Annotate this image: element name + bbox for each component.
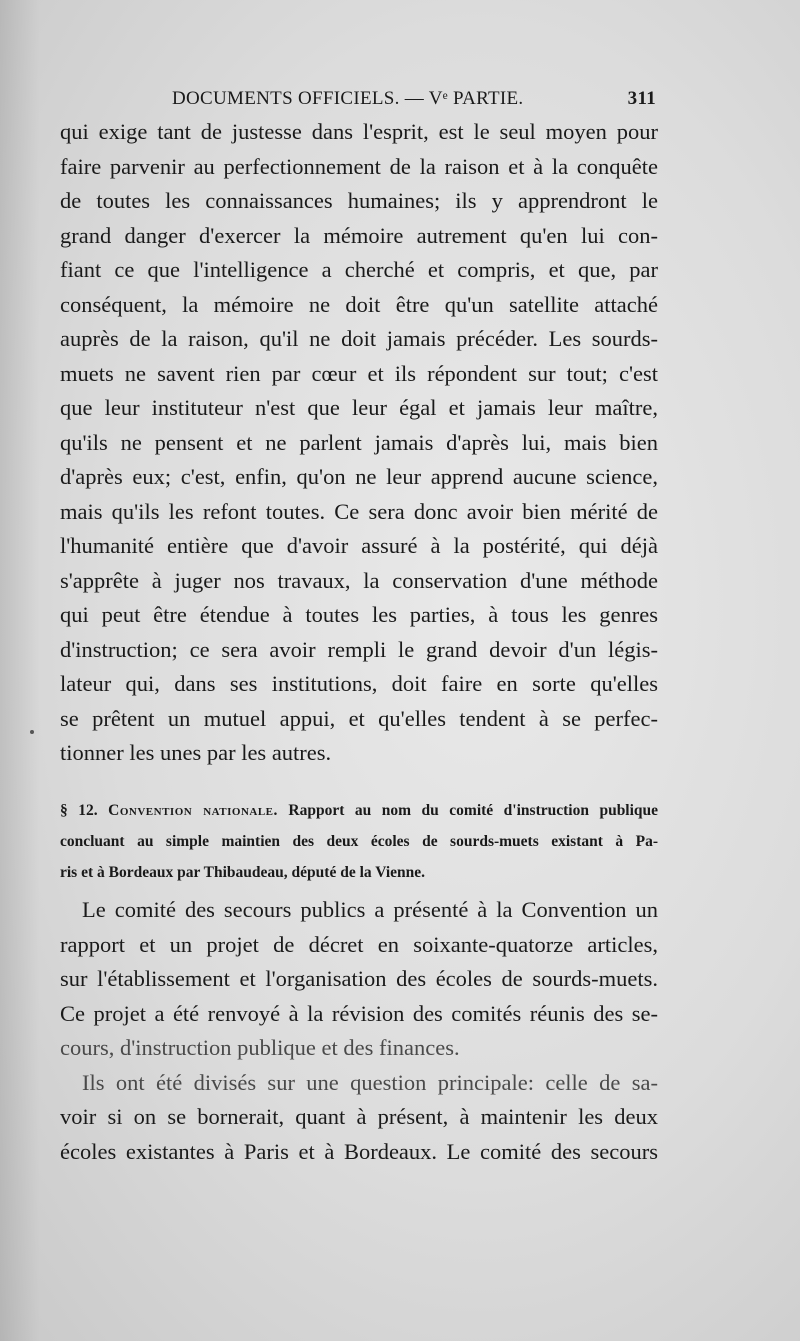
text-line: grand danger d'exercer la mémoire autrement qu'en lui con- [60,222,658,248]
text-line: mais qu'ils les refont toutes. Ce sera donc avoir bien mérité de [60,498,658,524]
text-line: qu'ils ne pensent et ne parlent jamais d'après lui, mais bien [60,429,658,455]
text-line: Le comité des secours publics a présenté à la Convention un [82,897,658,922]
text-line: voir si on se bornerait, quant à présent, à maintenir les deux [60,1104,658,1129]
section-title: Rapport au nom du comité d'instruction publique [288,802,658,819]
main-paragraph [60,115,658,771]
text-line: muets ne savent rien par cœur et ils répondent sur tout; c'est [60,360,658,386]
text-line: d'instruction; ce sera avoir rempli le grand devoir d'un légis- [60,636,658,662]
text-line: faire parvenir au perfectionnement de la raison et à la conquête [60,153,658,179]
second-paragraph [60,893,658,1169]
text-line: de toutes les connaissances humaines; ils y apprendront le [60,188,658,213]
section-label: Convention nationale. [108,802,278,819]
text-line: conséquent, la mémoire ne doit être qu'un satellite attaché [60,291,658,317]
section-heading [60,795,658,888]
text-line: tionner les unes par les autres. [60,740,332,765]
text-line: qui exige tant de justesse dans l'esprit, est le seul moyen pour [60,119,658,144]
text-line: l'humanité entière que d'avoir assuré à la postérité, qui déjà [60,533,658,558]
text-line: se prêtent un mutuel appui, et qu'elles tendent à se perfec- [60,705,658,731]
gutter-shadow [0,0,40,1341]
text-line: fiant ce que l'intelligence a cherché et compris, et que, par [60,257,658,282]
text-line: lateur qui, dans ses institutions, doit faire en sorte qu'elles [60,671,658,696]
text-line: Ils ont été divisés sur une question principale: celle de sa- [82,1069,658,1095]
text-line: d'après eux; c'est, enfin, qu'on ne leur apprend aucune science, [60,464,658,489]
section-heading-line: concluant au simple maintien des deux écoles de sourds-muets existant à Pa- [60,833,658,850]
running-head [172,88,656,114]
page-number: 311 [627,88,656,109]
running-head-title: DOCUMENTS OFFICIELS. — Vᵉ PARTIE. [172,88,524,109]
margin-mark [30,730,34,734]
text-line: s'apprête à juger nos travaux, la conservation d'une méthode [60,567,658,593]
text-line: rapport et un projet de décret en soixante-quatorze articles, [60,931,658,957]
text-line: écoles existantes à Paris et à Bordeaux. Le comité des secours [60,1138,658,1164]
section-heading-line: ris et à Bordeaux par Thibaudeau, député de la Vienne. [60,864,426,881]
text-line: que leur instituteur n'est que leur égal et jamais leur maître, [60,395,658,420]
text-line: auprès de la raison, qu'il ne doit jamais précéder. Les sourds- [60,326,658,351]
text-line: qui peut être étendue à toutes les parties, à tous les genres [60,602,658,627]
section-number: § 12. [60,802,98,819]
section-heading-line [60,795,658,826]
text-line: sur l'établissement et l'organisation des écoles de sourds-muets. [60,966,658,991]
text-line: Ce projet a été renvoyé à la révision des comités réunis des se- [60,1000,658,1026]
text-line: cours, d'instruction publique et des finances. [60,1035,460,1060]
